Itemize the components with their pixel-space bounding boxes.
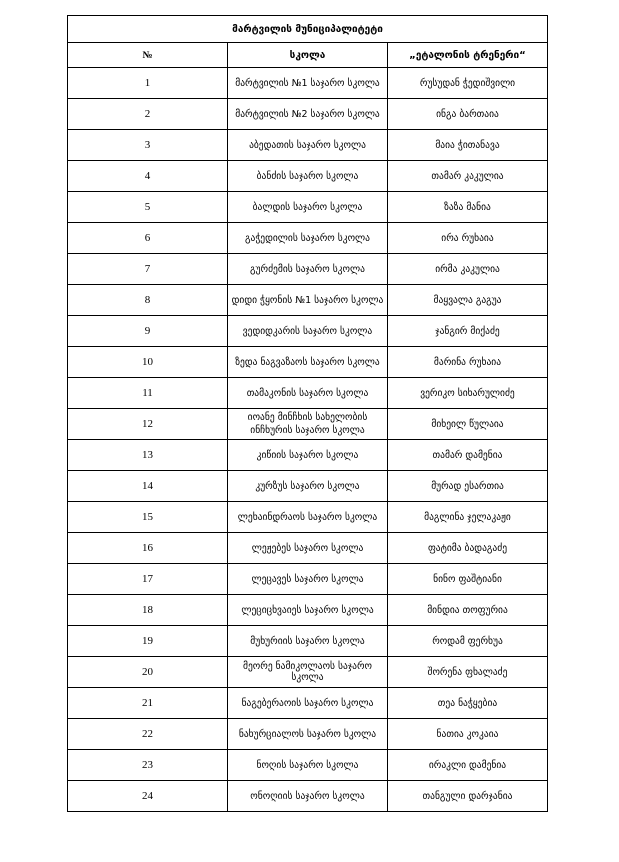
row-number: 13 (68, 440, 228, 471)
coach-name: მაყვალა გაგუა (388, 285, 548, 316)
coach-name: ჯანგირ მიქაძე (388, 316, 548, 347)
coach-name: ზაზა მანია (388, 192, 548, 223)
table-row (68, 347, 548, 378)
coach-name: ირმა კაკულია (388, 254, 548, 285)
header-row (68, 43, 548, 68)
school-name: იოანე მინჩხის სახელობის ინჩხურის საჯარო სკოლა (228, 409, 388, 440)
table-row (68, 502, 548, 533)
coach-name: მინდია თოფურია (388, 595, 548, 626)
school-name: მარტვილის №1 საჯარო სკოლა (228, 68, 388, 99)
school-name: ნახურციალოს საჯარო სკოლა (228, 719, 388, 750)
row-number: 11 (68, 378, 228, 409)
table-row (68, 223, 548, 254)
school-name: აბედათის საჯარო სკოლა (228, 130, 388, 161)
coach-name: როდამ ფერხუა (388, 626, 548, 657)
coach-name: ვერიკო სიხარულიძე (388, 378, 548, 409)
row-number: 4 (68, 161, 228, 192)
coach-name: თეა ნაჭყებია (388, 688, 548, 719)
coach-name: რუსუდან ჭედიშვილი (388, 68, 548, 99)
table-row (68, 316, 548, 347)
table-row (68, 533, 548, 564)
row-number: 10 (68, 347, 228, 378)
school-name: ლეჟებეს საჯარო სკოლა (228, 533, 388, 564)
coach-name: ნათია კოკაია (388, 719, 548, 750)
school-name: ზედა ნაგვაზაოს საჯარო სკოლა (228, 347, 388, 378)
table-row (68, 781, 548, 812)
school-name: მეორე ნამიკოლაოს საჯარო სკოლა (228, 657, 388, 688)
table-body (68, 68, 548, 812)
table-row (68, 626, 548, 657)
row-number: 24 (68, 781, 228, 812)
row-number: 18 (68, 595, 228, 626)
table-row (68, 440, 548, 471)
coach-name: თამარ დამენია (388, 440, 548, 471)
school-name: ნოღის საჯარო სკოლა (228, 750, 388, 781)
table-row (68, 192, 548, 223)
school-name: ლეციცხვაიეს საჯარო სკოლა (228, 595, 388, 626)
row-number: 1 (68, 68, 228, 99)
table-row (68, 564, 548, 595)
row-number: 5 (68, 192, 228, 223)
table-row (68, 471, 548, 502)
table-row (68, 378, 548, 409)
table-row (68, 68, 548, 99)
row-number: 17 (68, 564, 228, 595)
table-row (68, 254, 548, 285)
school-name: ნაგებერაოის საჯარო სკოლა (228, 688, 388, 719)
coach-name: თანგული დარჯანია (388, 781, 548, 812)
row-number: 15 (68, 502, 228, 533)
row-number: 9 (68, 316, 228, 347)
table-row (68, 595, 548, 626)
school-name: ლეხაინდრაოს საჯარო სკოლა (228, 502, 388, 533)
row-number: 3 (68, 130, 228, 161)
school-name: ბანძის საჯარო სკოლა (228, 161, 388, 192)
school-name: გაჭედილის საჯარო სკოლა (228, 223, 388, 254)
header-school: სკოლა (228, 43, 388, 68)
row-number: 14 (68, 471, 228, 502)
schools-table (67, 15, 548, 812)
table-title: მარტვილის მუნიციპალიტეტი (68, 16, 548, 43)
coach-name: ირა რუხაია (388, 223, 548, 254)
table-row (68, 130, 548, 161)
table-row (68, 657, 548, 688)
row-number: 2 (68, 99, 228, 130)
row-number: 20 (68, 657, 228, 688)
coach-name: მიხეილ წულაია (388, 409, 548, 440)
table-row (68, 161, 548, 192)
row-number: 21 (68, 688, 228, 719)
row-number: 16 (68, 533, 228, 564)
coach-name: მურად ესართია (388, 471, 548, 502)
school-name: დიდი ჭყონის №1 საჯარო სკოლა (228, 285, 388, 316)
school-name: თამაკონის საჯარო სკოლა (228, 378, 388, 409)
row-number: 7 (68, 254, 228, 285)
school-name: კიწიის საჯარო სკოლა (228, 440, 388, 471)
header-coach: „ეტალონის ტრენერი“ (388, 43, 548, 68)
school-name: მარტვილის №2 საჯარო სკოლა (228, 99, 388, 130)
coach-name: ირაკლი დამენია (388, 750, 548, 781)
row-number: 8 (68, 285, 228, 316)
coach-name: მაია ჭითანავა (388, 130, 548, 161)
coach-name: თამარ კაკულია (388, 161, 548, 192)
coach-name: მარინა რუხაია (388, 347, 548, 378)
school-name: ლეცავეს საჯარო სკოლა (228, 564, 388, 595)
coach-name: ნინო ფაშტიანი (388, 564, 548, 595)
coach-name: შორენა ფხალაძე (388, 657, 548, 688)
coach-name: ინგა ბართაია (388, 99, 548, 130)
school-name: ონოღიის საჯარო სკოლა (228, 781, 388, 812)
row-number: 12 (68, 409, 228, 440)
school-name: კურზუს საჯარო სკოლა (228, 471, 388, 502)
coach-name: ფატიმა ბადაგაძე (388, 533, 548, 564)
school-name: ბალდის საჯარო სკოლა (228, 192, 388, 223)
table-row (68, 688, 548, 719)
table-row (68, 750, 548, 781)
row-number: 22 (68, 719, 228, 750)
table-row (68, 285, 548, 316)
table-row (68, 409, 548, 440)
coach-name: მაგლინა ჯელაკაჟი (388, 502, 548, 533)
row-number: 6 (68, 223, 228, 254)
school-name: გურძემის საჯარო სკოლა (228, 254, 388, 285)
school-name: მუხურიის საჯარო სკოლა (228, 626, 388, 657)
row-number: 19 (68, 626, 228, 657)
table-row (68, 719, 548, 750)
header-num: № (68, 43, 228, 68)
table-row (68, 99, 548, 130)
row-number: 23 (68, 750, 228, 781)
school-name: ვედიდკარის საჯარო სკოლა (228, 316, 388, 347)
title-row (68, 16, 548, 43)
